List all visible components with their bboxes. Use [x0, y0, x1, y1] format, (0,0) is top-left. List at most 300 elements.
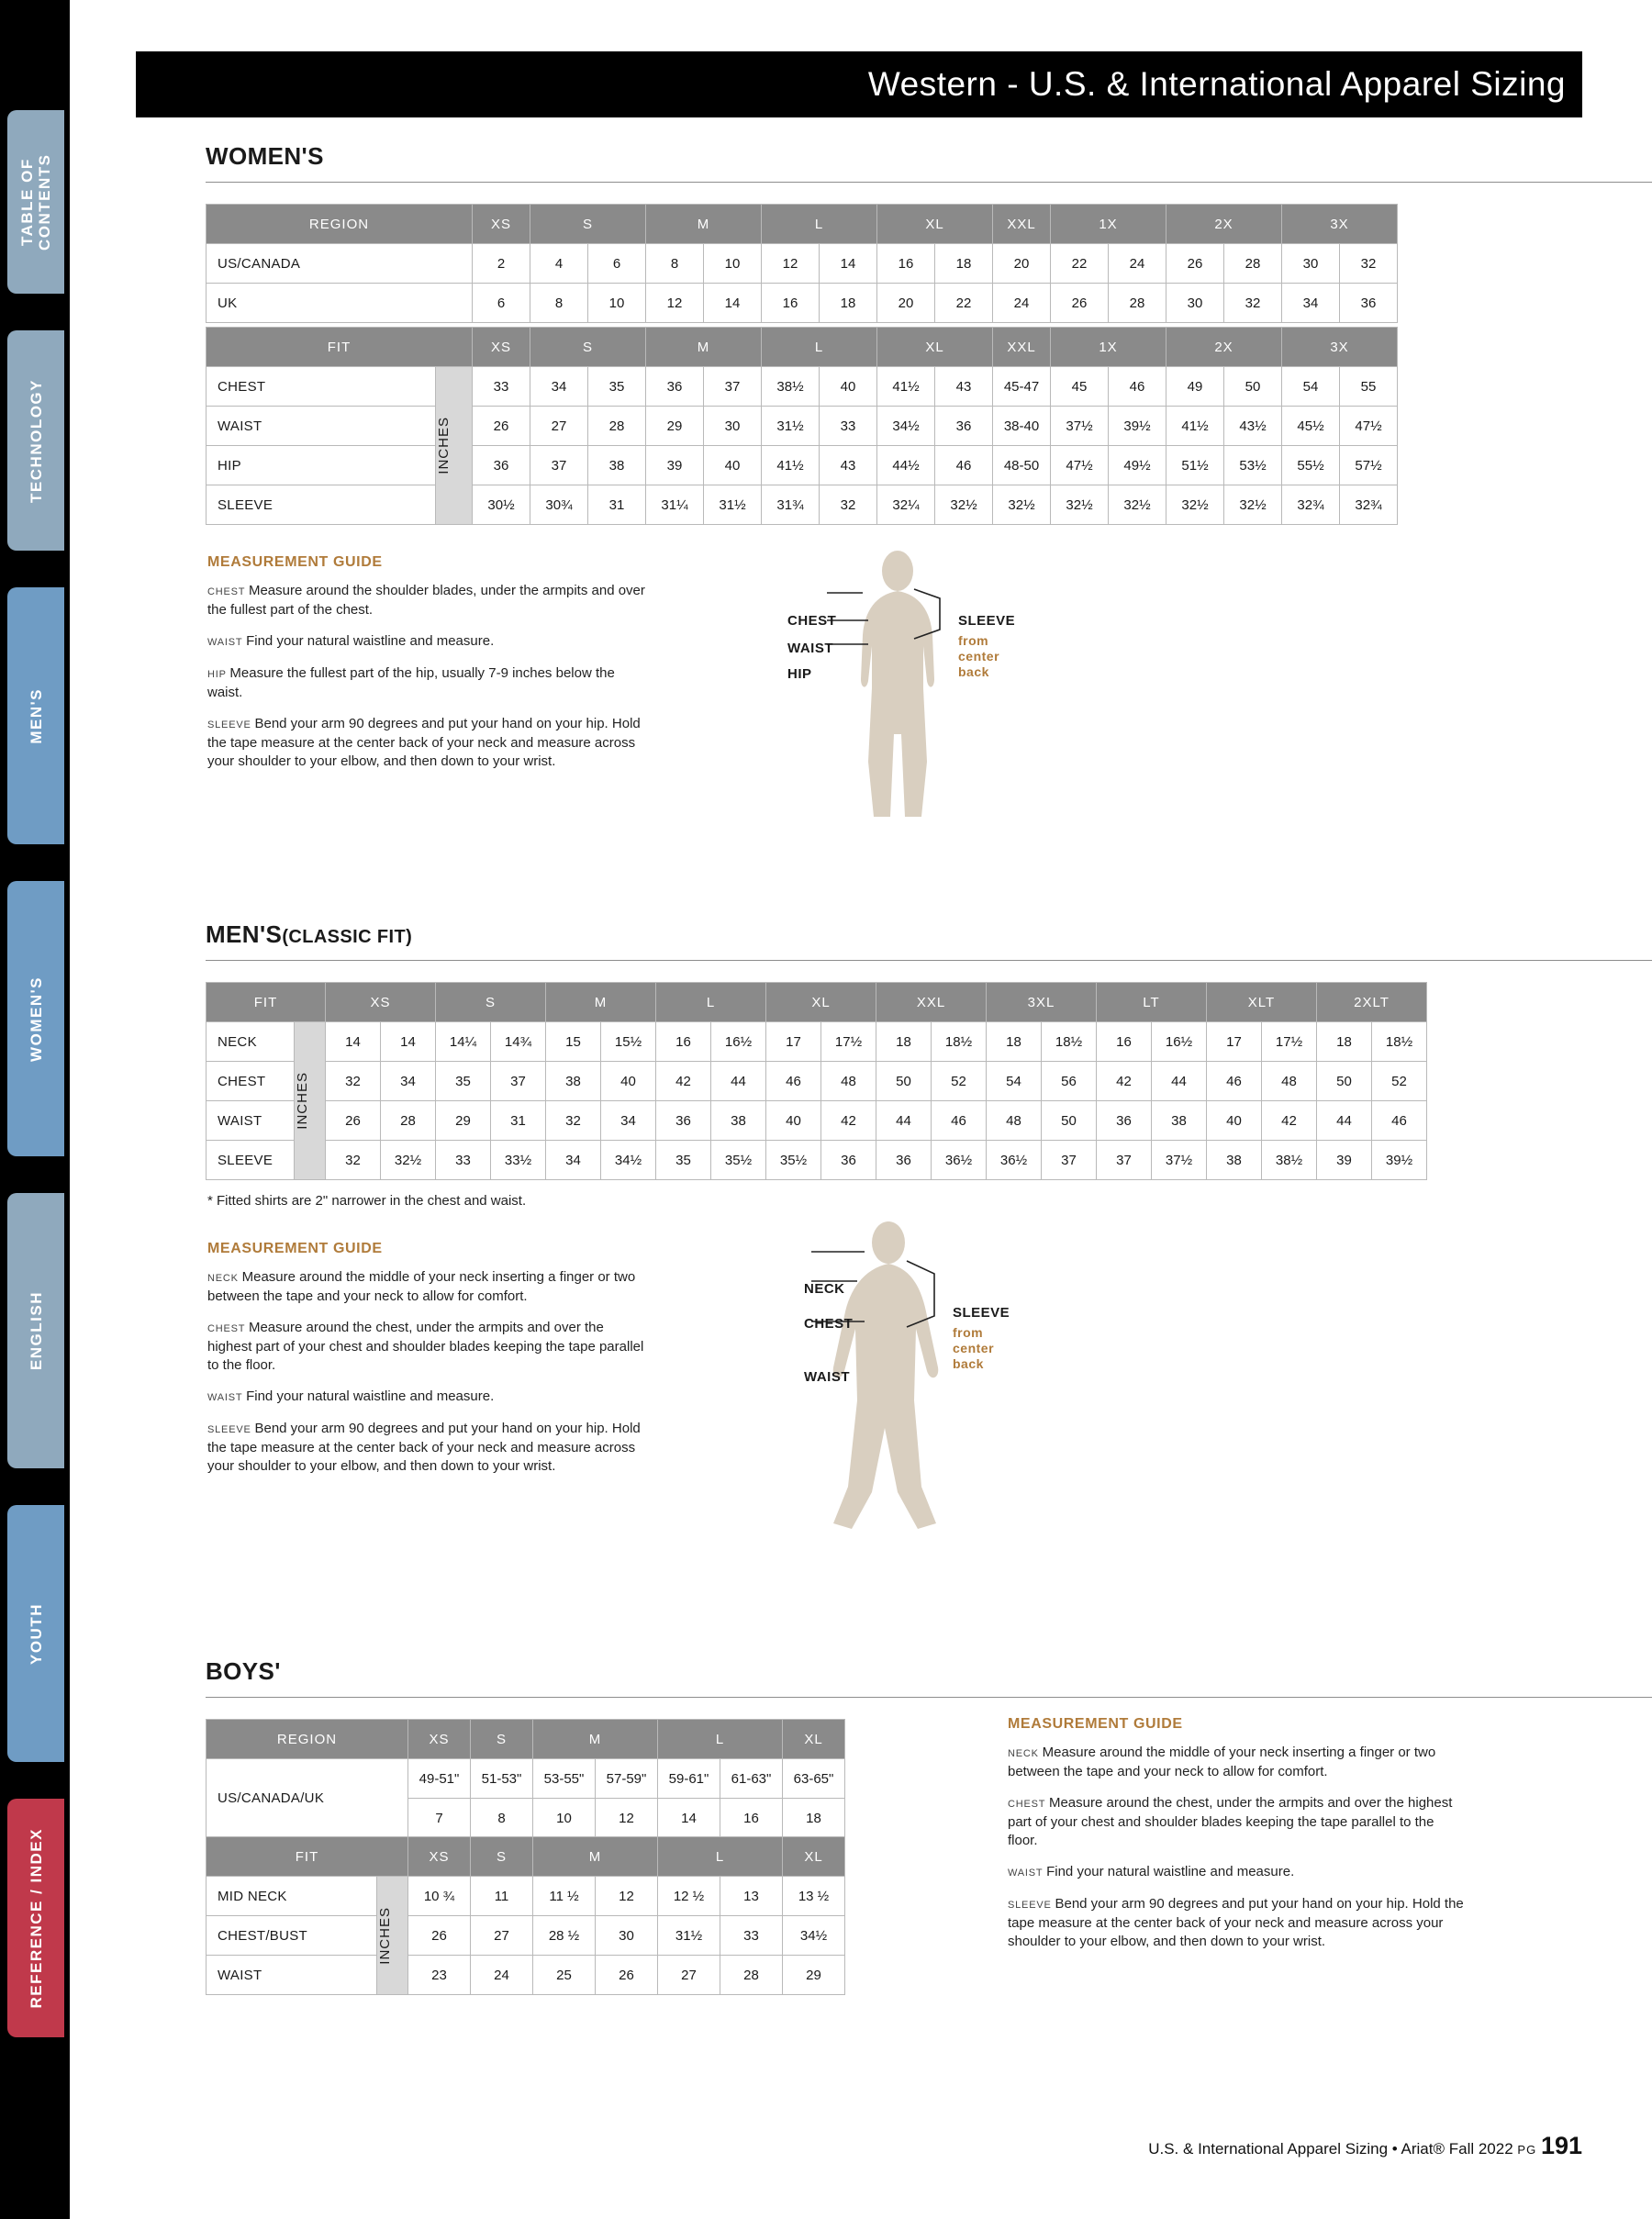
table-cell: 30: [1166, 284, 1224, 323]
row-label: NECK: [206, 1022, 295, 1062]
table-cell: 44: [1317, 1101, 1372, 1141]
table-cell: 16: [720, 1799, 783, 1838]
womens-guide-text: Find your natural waistline and measure.: [246, 633, 495, 649]
table-cell: 14: [820, 244, 877, 284]
mens-guide-key: NECK: [207, 1273, 242, 1284]
table-cell: 11: [471, 1877, 533, 1916]
side-tab-technology[interactable]: [7, 330, 64, 551]
column-header: FIT: [206, 328, 473, 367]
table-cell: 33: [720, 1916, 783, 1956]
boys-region-table: [206, 1719, 845, 1838]
column-header: REGION: [206, 205, 473, 244]
boys-guide-text: Measure around the middle of your neck inserting a finger or two between the tape and your neck to allow for comfort.: [1008, 1745, 1436, 1779]
column-header: 2X: [1166, 328, 1282, 367]
column-header: XXL: [993, 205, 1051, 244]
footer-page-number: 191: [1540, 2132, 1582, 2159]
row-label: WAIST: [206, 407, 436, 446]
table-cell: 30½: [473, 485, 530, 525]
mens-guide-key: SLEEVE: [207, 1424, 255, 1435]
column-header: XL: [877, 328, 993, 367]
table-cell: 2: [473, 244, 530, 284]
column-header: M: [646, 205, 762, 244]
row-label: SLEEVE: [206, 1141, 295, 1180]
footer-dot: •: [1391, 2140, 1398, 2158]
column-header: 2XLT: [1317, 983, 1427, 1022]
boys-guide-key: SLEEVE: [1008, 1900, 1055, 1911]
table-cell: 29: [783, 1956, 845, 1995]
table-cell: 50: [1224, 367, 1282, 407]
mens-fig-label-chest: CHEST: [804, 1316, 854, 1332]
table-cell: 37: [1042, 1141, 1097, 1180]
table-cell: 10: [533, 1799, 596, 1838]
table-cell: 17: [766, 1022, 821, 1062]
table-cell: 42: [1097, 1062, 1152, 1101]
table-cell: 6: [473, 284, 530, 323]
table-row: [206, 284, 1398, 323]
mens-figure-illustration: [776, 1221, 1162, 1551]
table-cell: 35½: [711, 1141, 766, 1180]
table-cell: 30: [704, 407, 762, 446]
womens-figure-illustration: [776, 551, 1162, 835]
column-header: S: [530, 328, 646, 367]
table-cell: 55: [1340, 367, 1398, 407]
womens-guide-item: [207, 582, 648, 619]
section-heading-womens: WOMEN'S: [206, 142, 324, 170]
table-cell: 12 ½: [658, 1877, 720, 1916]
table-cell: 22: [935, 284, 993, 323]
section-heading-boys: BOYS': [206, 1657, 281, 1685]
table-header-row: [206, 983, 1427, 1022]
table-cell: 30: [596, 1916, 658, 1956]
table-cell: 46: [935, 446, 993, 485]
table-header-row: [206, 1720, 845, 1759]
table-cell: 16: [656, 1022, 711, 1062]
table-cell: 36: [656, 1101, 711, 1141]
side-tab-reference-index[interactable]: [7, 1799, 64, 2037]
table-cell: 48: [1262, 1062, 1317, 1101]
table-cell: 39½: [1372, 1141, 1427, 1180]
boys-guide-key: CHEST: [1008, 1799, 1049, 1810]
table-cell: 10: [704, 244, 762, 284]
table-cell: 18: [935, 244, 993, 284]
table-cell: 47½: [1340, 407, 1398, 446]
table-cell: 32: [546, 1101, 601, 1141]
table-cell: 31: [491, 1101, 546, 1141]
row-label: HIP: [206, 446, 436, 485]
side-tab-women-s[interactable]: [7, 881, 64, 1156]
table-cell: 31½: [704, 485, 762, 525]
boys-fit-table: [206, 1836, 845, 1995]
column-header: XXL: [993, 328, 1051, 367]
footer-pg-label: PG: [1517, 2143, 1537, 2157]
table-cell: 48-50: [993, 446, 1051, 485]
row-label: SLEEVE: [206, 485, 436, 525]
table-cell: 32½: [381, 1141, 436, 1180]
row-label: WAIST: [206, 1101, 295, 1141]
table-cell: 35: [588, 367, 646, 407]
table-cell: 38: [711, 1101, 766, 1141]
mens-guide-text: Bend your arm 90 degrees and put your hand on your hip. Hold the tape measure at the center back of your neck and measure across your shoulder to your elbow, and then down to your wrist.: [207, 1421, 641, 1474]
womens-guide-text: Measure around the shoulder blades, under the armpits and over the fullest part of the chest.: [207, 583, 645, 618]
table-cell: 7: [408, 1799, 471, 1838]
table-row: [206, 1101, 1427, 1141]
table-cell: 18: [820, 284, 877, 323]
page-footer: [70, 2132, 1652, 2160]
table-cell: 40: [1207, 1101, 1262, 1141]
row-label: CHEST: [206, 1062, 295, 1101]
table-cell: 33: [820, 407, 877, 446]
mens-fig-label-waist: WAIST: [804, 1369, 850, 1385]
womens-guide-key: CHEST: [207, 586, 249, 597]
table-cell: 26: [326, 1101, 381, 1141]
table-cell: 39½: [1109, 407, 1166, 446]
table-cell: 52: [1372, 1062, 1427, 1101]
table-row: [206, 1062, 1427, 1101]
womens-fig-label-chest: CHEST: [787, 613, 837, 629]
table-cell: 28: [381, 1101, 436, 1141]
table-cell: 32½: [993, 485, 1051, 525]
table-cell: 26: [1166, 244, 1224, 284]
table-cell: 48: [821, 1062, 876, 1101]
table-cell: 54: [1282, 367, 1340, 407]
table-cell: 26: [596, 1956, 658, 1995]
table-cell: 40: [766, 1101, 821, 1141]
table-cell: 37: [1097, 1141, 1152, 1180]
boys-guide-text: Bend your arm 90 degrees and put your hand on your hip. Hold the tape measure at the center back of your neck and measure across your shoulder to your elbow, and then down to your wrist.: [1008, 1896, 1464, 1949]
mens-measurement-guide: [207, 1268, 648, 1489]
table-cell: 8: [646, 244, 704, 284]
divider-womens: [206, 182, 1652, 183]
table-cell: 16: [877, 244, 935, 284]
mens-heading-sub: (CLASSIC FIT): [282, 927, 413, 947]
womens-fig-label-sleeve-sub: from center back: [958, 633, 1000, 679]
table-cell: 12: [762, 244, 820, 284]
table-cell: 29: [646, 407, 704, 446]
side-tab-english[interactable]: [7, 1193, 64, 1468]
table-row: [206, 1956, 845, 1995]
table-row: [206, 1877, 845, 1916]
row-label: US/CANADA/UK: [206, 1759, 408, 1838]
column-header: XS: [408, 1837, 471, 1877]
page-title-bar: [136, 51, 1582, 117]
table-row: [206, 1022, 1427, 1062]
table-cell: 42: [656, 1062, 711, 1101]
table-cell: 41½: [762, 446, 820, 485]
womens-fig-label-sleeve: SLEEVE: [958, 613, 1016, 629]
boys-guide-item: [1008, 1744, 1467, 1781]
mens-guide-text: Measure around the middle of your neck inserting a finger or two between the tape and your neck to allow for comfort.: [207, 1269, 636, 1304]
table-cell: 34½: [783, 1916, 845, 1956]
table-cell: 63-65": [783, 1759, 845, 1799]
table-cell: 37: [704, 367, 762, 407]
boys-guide-text: Measure around the chest, under the armpits and over the highest part of your chest and shoulder blades keeping the tape parallel to the floor.: [1008, 1795, 1453, 1848]
mens-guide-item: [207, 1420, 648, 1476]
table-cell: 36: [876, 1141, 932, 1180]
table-cell: 57-59": [596, 1759, 658, 1799]
table-cell: 17½: [1262, 1022, 1317, 1062]
table-cell: 43: [820, 446, 877, 485]
table-cell: 8: [471, 1799, 533, 1838]
column-header: L: [658, 1837, 783, 1877]
table-cell: 44½: [877, 446, 935, 485]
womens-guide-text: Bend your arm 90 degrees and put your hand on your hip. Hold the tape measure at the center back of your neck and measure across your shoulder to your elbow, and then down to your wrist.: [207, 716, 641, 769]
table-cell: 38½: [762, 367, 820, 407]
table-cell: 32¼: [877, 485, 935, 525]
table-cell: 28: [1109, 284, 1166, 323]
table-cell: 6: [588, 244, 646, 284]
mens-guide-key: WAIST: [207, 1392, 247, 1403]
row-label: MID NECK: [206, 1877, 377, 1916]
table-cell: 32: [1224, 284, 1282, 323]
column-header: L: [658, 1720, 783, 1759]
table-header-row: [206, 328, 1398, 367]
side-tab-men-s[interactable]: [7, 587, 64, 844]
table-row: [206, 407, 1398, 446]
table-cell: 36: [1340, 284, 1398, 323]
table-cell: 16½: [1152, 1022, 1207, 1062]
table-cell: 14: [381, 1022, 436, 1062]
table-cell: 23: [408, 1956, 471, 1995]
table-cell: 27: [530, 407, 588, 446]
womens-guide-key: HIP: [207, 669, 230, 680]
table-cell: 38: [1207, 1141, 1262, 1180]
table-cell: 31¼: [646, 485, 704, 525]
table-cell: 16: [762, 284, 820, 323]
column-header: 2X: [1166, 205, 1282, 244]
table-row: [206, 1916, 845, 1956]
side-tab-rail: [0, 0, 70, 2219]
table-cell: 49: [1166, 367, 1224, 407]
column-header: 3X: [1282, 328, 1398, 367]
mens-fig-label-sleeve: SLEEVE: [953, 1305, 1010, 1321]
table-cell: 15: [546, 1022, 601, 1062]
column-header: XS: [408, 1720, 471, 1759]
units-label: INCHES: [377, 1877, 408, 1995]
womens-fit-table: [206, 327, 1398, 525]
womens-guide-item: [207, 664, 648, 702]
table-row: [206, 367, 1398, 407]
table-cell: 32: [326, 1141, 381, 1180]
column-header: M: [546, 983, 656, 1022]
table-cell: 28: [588, 407, 646, 446]
side-tab-label: TABLE OF CONTENTS: [18, 153, 53, 251]
table-cell: 45: [1051, 367, 1109, 407]
womens-fig-label-hip: HIP: [787, 666, 812, 682]
mens-guide-text: Find your natural waistline and measure.: [246, 1388, 495, 1404]
womens-guide-key: SLEEVE: [207, 719, 255, 730]
table-cell: 32: [820, 485, 877, 525]
side-tab-label: REFERENCE / INDEX: [27, 1827, 45, 2009]
row-label: WAIST: [206, 1956, 377, 1995]
table-cell: 25: [533, 1956, 596, 1995]
table-cell: 27: [471, 1916, 533, 1956]
table-cell: 38: [588, 446, 646, 485]
table-cell: 46: [766, 1062, 821, 1101]
row-label: US/CANADA: [206, 244, 473, 284]
table-cell: 42: [821, 1101, 876, 1141]
column-header: L: [762, 328, 877, 367]
column-header: M: [533, 1837, 658, 1877]
table-cell: 51-53": [471, 1759, 533, 1799]
column-header: L: [762, 205, 877, 244]
side-tab-label: MEN'S: [27, 687, 45, 744]
table-cell: 32¾: [1282, 485, 1340, 525]
units-label: INCHES: [435, 367, 472, 525]
mens-footnote: * Fitted shirts are 2" narrower in the chest and waist.: [207, 1193, 527, 1209]
table-cell: 43½: [1224, 407, 1282, 446]
table-cell: 28 ½: [533, 1916, 596, 1956]
boys-guide-title: MEASUREMENT GUIDE: [1008, 1716, 1183, 1732]
table-cell: 39: [1317, 1141, 1372, 1180]
table-cell: 32½: [935, 485, 993, 525]
table-cell: 18: [987, 1022, 1042, 1062]
boys-guide-text: Find your natural waistline and measure.: [1046, 1864, 1295, 1879]
section-heading-mens: [206, 920, 412, 949]
column-header: XS: [326, 983, 436, 1022]
table-cell: 36: [646, 367, 704, 407]
table-cell: 44: [1152, 1062, 1207, 1101]
footer-brand: Ariat® Fall 2022: [1401, 2140, 1513, 2158]
boys-measurement-guide: [1008, 1744, 1467, 1964]
column-header: XS: [473, 328, 530, 367]
table-cell: 57½: [1340, 446, 1398, 485]
column-header: XL: [766, 983, 876, 1022]
table-cell: 26: [408, 1916, 471, 1956]
column-header: 1X: [1051, 205, 1166, 244]
table-cell: 18½: [932, 1022, 987, 1062]
table-cell: 32¾: [1340, 485, 1398, 525]
column-header: XXL: [876, 983, 987, 1022]
row-label: CHEST/BUST: [206, 1916, 377, 1956]
table-cell: 26: [1051, 284, 1109, 323]
column-header: S: [436, 983, 546, 1022]
table-cell: 22: [1051, 244, 1109, 284]
table-cell: 14: [326, 1022, 381, 1062]
table-cell: 36: [935, 407, 993, 446]
table-cell: 15½: [601, 1022, 656, 1062]
table-cell: 16: [1097, 1022, 1152, 1062]
table-cell: 14: [704, 284, 762, 323]
table-cell: 8: [530, 284, 588, 323]
page-content: [70, 0, 1652, 2219]
mens-guide-key: CHEST: [207, 1323, 249, 1334]
boys-guide-key: NECK: [1008, 1748, 1043, 1759]
mens-guide-item: [207, 1319, 648, 1375]
table-cell: 56: [1042, 1062, 1097, 1101]
table-cell: 41½: [877, 367, 935, 407]
column-header: M: [533, 1720, 658, 1759]
mens-guide-item: [207, 1388, 648, 1407]
page-title: Western - U.S. & International Apparel Sizing: [867, 65, 1566, 103]
table-cell: 36: [821, 1141, 876, 1180]
table-cell: 50: [876, 1062, 932, 1101]
womens-guide-title: MEASUREMENT GUIDE: [207, 554, 383, 570]
table-cell: 18: [783, 1799, 845, 1838]
table-cell: 12: [646, 284, 704, 323]
table-row: [206, 244, 1398, 284]
table-cell: 14¼: [436, 1022, 491, 1062]
table-cell: 26: [473, 407, 530, 446]
mens-fig-label-neck: NECK: [804, 1281, 845, 1297]
table-cell: 14: [658, 1799, 720, 1838]
table-cell: 51½: [1166, 446, 1224, 485]
table-cell: 18½: [1042, 1022, 1097, 1062]
boys-guide-item: [1008, 1794, 1467, 1850]
table-cell: 46: [932, 1101, 987, 1141]
table-cell: 28: [1224, 244, 1282, 284]
table-header-row: [206, 205, 1398, 244]
footer-section-title: U.S. & International Apparel Sizing: [1148, 2140, 1389, 2158]
table-cell: 37½: [1051, 407, 1109, 446]
table-cell: 40: [704, 446, 762, 485]
table-cell: 32½: [1166, 485, 1224, 525]
table-cell: 18: [1317, 1022, 1372, 1062]
table-cell: 46: [1207, 1062, 1262, 1101]
row-label: CHEST: [206, 367, 436, 407]
table-cell: 33½: [491, 1141, 546, 1180]
table-cell: 24: [993, 284, 1051, 323]
mens-fig-label-sleeve-sub: from center back: [953, 1325, 995, 1371]
table-row: [206, 446, 1398, 485]
side-tab-youth[interactable]: [7, 1505, 64, 1762]
mens-guide-text: Measure around the chest, under the armpits and over the highest part of your chest and shoulder blades keeping the tape parallel to the floor.: [207, 1320, 644, 1373]
table-cell: 41½: [1166, 407, 1224, 446]
column-header: FIT: [206, 1837, 408, 1877]
table-cell: 45½: [1282, 407, 1340, 446]
table-cell: 33: [436, 1141, 491, 1180]
table-cell: 37½: [1152, 1141, 1207, 1180]
table-cell: 55½: [1282, 446, 1340, 485]
table-cell: 24: [1109, 244, 1166, 284]
table-cell: 38½: [1262, 1141, 1317, 1180]
side-tab-table-of-contents[interactable]: [7, 110, 64, 294]
table-cell: 10: [588, 284, 646, 323]
column-header: LT: [1097, 983, 1207, 1022]
table-cell: 49½: [1109, 446, 1166, 485]
table-cell: 18½: [1372, 1022, 1427, 1062]
womens-measurement-guide: [207, 582, 648, 784]
table-cell: 13 ½: [783, 1877, 845, 1916]
table-cell: 35: [656, 1141, 711, 1180]
column-header: XL: [877, 205, 993, 244]
table-cell: 44: [711, 1062, 766, 1101]
table-cell: 40: [601, 1062, 656, 1101]
mens-heading-text: MEN'S: [206, 920, 283, 948]
table-cell: 10 ¾: [408, 1877, 471, 1916]
column-header: S: [471, 1837, 533, 1877]
table-cell: 14¾: [491, 1022, 546, 1062]
column-header: S: [530, 205, 646, 244]
mens-guide-title: MEASUREMENT GUIDE: [207, 1241, 383, 1256]
table-cell: 36½: [987, 1141, 1042, 1180]
table-cell: 35½: [766, 1141, 821, 1180]
column-header: 3X: [1282, 205, 1398, 244]
table-cell: 29: [436, 1101, 491, 1141]
table-cell: 32½: [1051, 485, 1109, 525]
table-cell: 20: [877, 284, 935, 323]
side-tab-label: ENGLISH: [27, 1290, 45, 1371]
table-cell: 31½: [762, 407, 820, 446]
womens-guide-key: WAIST: [207, 637, 247, 648]
table-cell: 39: [646, 446, 704, 485]
table-cell: 38-40: [993, 407, 1051, 446]
table-cell: 20: [993, 244, 1051, 284]
table-cell: 12: [596, 1877, 658, 1916]
table-row: [206, 1141, 1427, 1180]
womens-region-table: [206, 204, 1398, 323]
column-header: M: [646, 328, 762, 367]
table-cell: 44: [876, 1101, 932, 1141]
